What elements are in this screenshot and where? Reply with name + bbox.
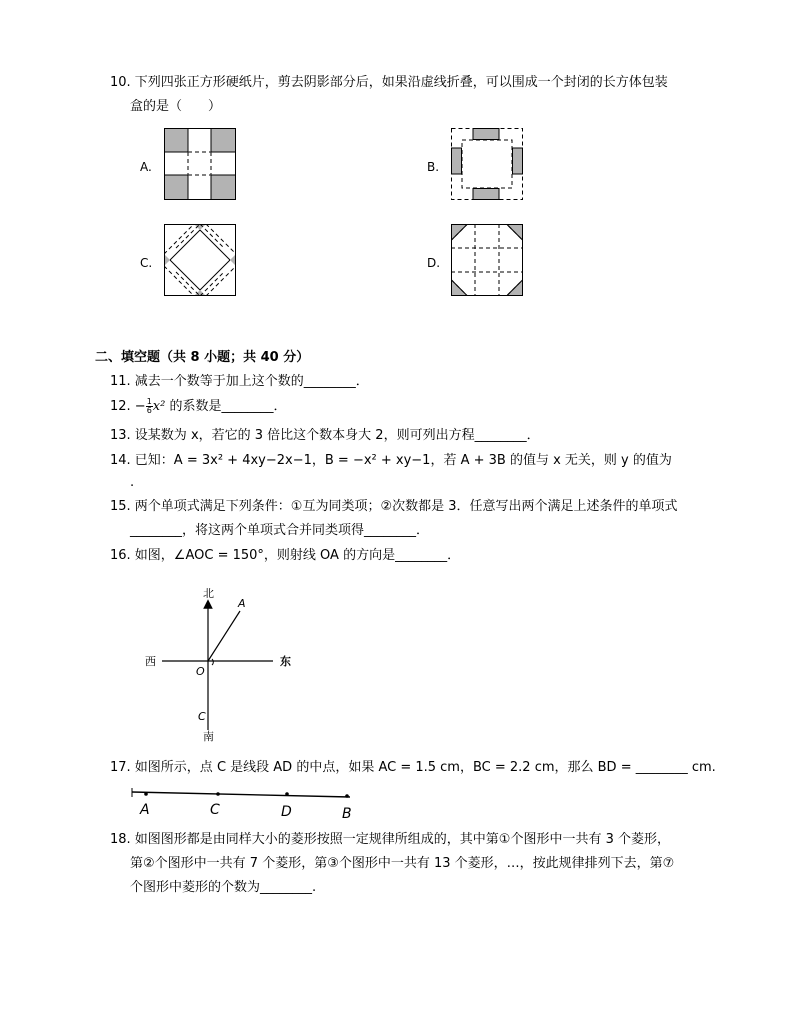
label-east: 东 [280,655,291,668]
q18-line2: 第②个图形中一共有 7 个菱形，第③个图形中一共有 13 个菱形，…，按此规律排列下去，第⑦ [130,856,675,871]
option-a-label: A. [140,160,152,174]
q16-compass-figure [140,582,300,744]
label-north: 北 [203,587,214,600]
q14-line1: 14. 已知：A = 3x² + 4xy−2x−1，B = −x² + xy−1，若 A + 3B 的值与 x 无关，则 y 的值为 [110,453,672,468]
q18-line1: 18. 如图图形都是由同样大小的菱形按照一定规律所组成的，其中第①个图形中一共有 3 个菱形， [110,832,670,847]
q17: 17. 如图所示，点 C 是线段 AD 的中点，如果 AC = 1.5 cm，BC = 2.2 cm，那么 BD = ________ cm. [110,760,716,775]
label-a: A [238,597,246,610]
option-c-figure [164,224,236,296]
q14-line2: . [130,475,135,490]
label-o: O [196,665,205,678]
q12-fraction [146,398,153,415]
q10-line2: 盒的是（ ） [130,99,222,114]
label-south: 南 [203,730,214,743]
q12 [110,398,286,415]
q15-line1: 15. 两个单项式满足下列条件：①互为同类项；②次数都是 3．任意写出两个满足上述条件的单项式 [110,499,678,514]
q17-segment-figure [130,787,370,819]
label-west: 西 [145,655,156,668]
option-d-label: D. [427,256,441,270]
option-b-figure [451,128,523,200]
label-c: C [198,710,206,723]
section-title: 二、填空题（共 8 小题；共 40 分） [95,350,310,365]
q12-frac-num: 1 [146,397,152,406]
point-d: D [281,804,292,819]
option-a-figure [164,128,236,200]
q10-line1: 10. 下列四张正方形硬纸片，剪去阴影部分后，如果沿虚线折叠，可以围成一个封闭的长方体包装 [110,75,668,90]
q15-line2: ________，将这两个单项式合并同类项得________． [130,523,430,538]
q18-line3: 个图形中菱形的个数为________. [130,880,317,895]
q12-frac-den: 6 [146,406,152,415]
q12-suffix: 的系数是________． [165,399,287,414]
q12-prefix: 12. − [110,399,146,414]
point-a: A [140,802,150,818]
option-d-figure [451,224,523,296]
q12-expr: x² [152,399,166,414]
q13: 13. 设某数为 x，若它的 3 倍比这个数本身大 2，则可列出方程________． [110,428,540,443]
q16: 16. 如图，∠AOC = 150°，则射线 OA 的方向是________． [110,548,461,563]
q11: 11. 减去一个数等于加上这个数的________． [110,374,369,389]
option-b-label: B. [427,160,440,174]
point-b: B [342,806,352,819]
option-c-label: C. [140,256,153,270]
point-c: C [210,802,220,818]
